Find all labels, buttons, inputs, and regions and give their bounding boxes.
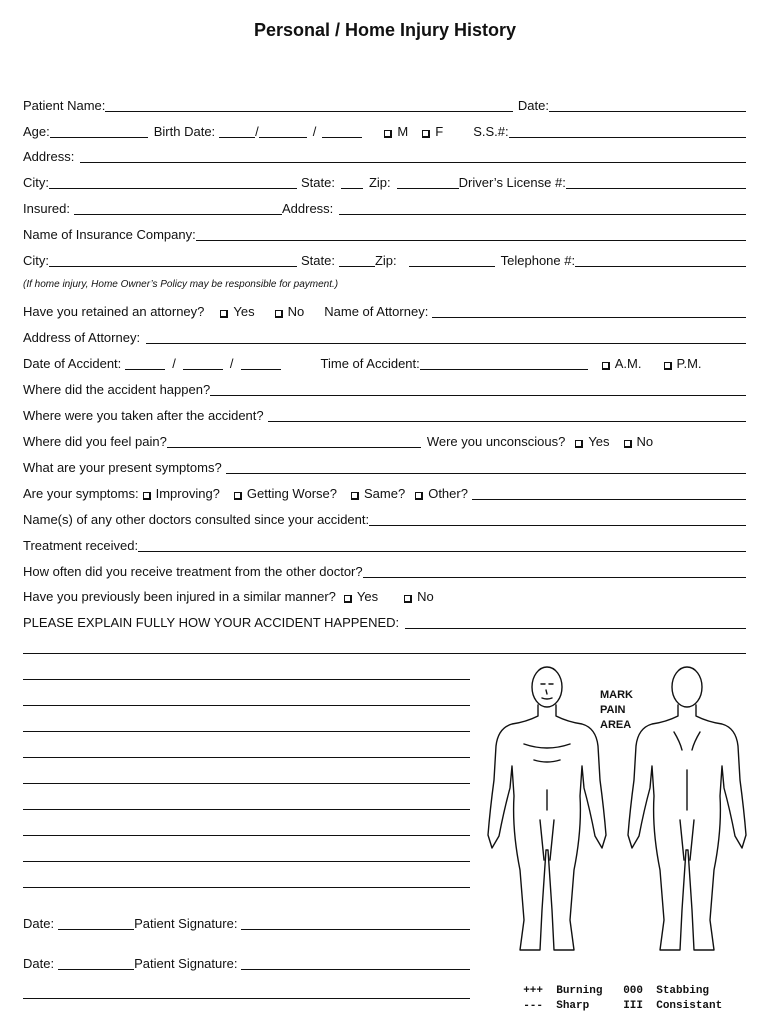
signature-date-field[interactable] [58, 957, 134, 970]
pm-checkbox[interactable] [664, 362, 672, 370]
treatment-field[interactable] [138, 539, 746, 552]
signature-date-label: Date: [23, 916, 55, 931]
other-doctors-row [23, 509, 746, 527]
date-separator: / [229, 356, 234, 371]
where-pain-label: Where did you feel pain? [23, 434, 167, 449]
insured-address-field[interactable] [339, 202, 746, 215]
date-separator: / [172, 356, 176, 371]
where-happen-field[interactable] [210, 383, 746, 396]
insurance-zip-field[interactable] [409, 254, 495, 267]
where-pain-row [23, 431, 746, 449]
date-separator: / [312, 124, 317, 139]
legend-symbol: --- [523, 1000, 544, 1012]
legend-meaning: Burning [556, 985, 603, 997]
insurance-company-field[interactable] [196, 228, 746, 241]
age-row [23, 121, 746, 139]
front-body-figure [488, 667, 606, 950]
legend-meaning: Consistant [656, 1000, 723, 1012]
female-checkbox[interactable] [422, 130, 430, 138]
attorney-yes-checkbox[interactable] [220, 310, 228, 318]
insurance-company-label: Name of Insurance Company: [23, 227, 196, 242]
accident-day-field[interactable] [183, 357, 223, 370]
unconscious-no-label: No [636, 434, 654, 449]
male-label: M [397, 124, 409, 139]
mark-pain-label-1: MARK [600, 689, 633, 701]
present-symptoms-label: What are your present symptoms? [23, 460, 222, 475]
state-label: State: [301, 175, 335, 190]
how-often-field[interactable] [363, 565, 746, 578]
same-label: Same? [364, 486, 406, 501]
female-label: F [435, 124, 444, 139]
drivers-license-label: Driver’s License #: [458, 175, 566, 190]
address-label: Address: [23, 149, 75, 164]
patient-signature-field[interactable] [241, 957, 470, 970]
signature-row-2 [23, 953, 470, 971]
signature-date-field[interactable] [58, 917, 134, 930]
improving-checkbox[interactable] [143, 492, 151, 500]
patient-signature-label: Patient Signature: [134, 916, 238, 931]
present-symptoms-field[interactable] [226, 461, 746, 474]
previously-injured-row [23, 586, 746, 604]
where-taken-row [23, 405, 746, 423]
signature-row-1 [23, 913, 470, 931]
patient-name-row [23, 95, 746, 113]
zip-field[interactable] [397, 176, 459, 189]
insurance-city-field[interactable] [49, 254, 297, 267]
legend-sharp [510, 988, 589, 1012]
how-often-label: How often did you receive treatment from the other doctor? [23, 564, 363, 579]
mark-pain-label-3: AREA [600, 719, 632, 731]
other-checkbox[interactable] [415, 492, 423, 500]
explain-line[interactable] [23, 679, 470, 680]
city-row [23, 172, 746, 190]
treatment-label: Treatment received: [23, 538, 139, 553]
telephone-field[interactable] [575, 254, 746, 267]
age-field[interactable] [50, 125, 148, 138]
worse-checkbox[interactable] [234, 492, 242, 500]
other-doctors-label: Name(s) of any other doctors consulted since your accident: [23, 512, 370, 527]
city-field[interactable] [49, 176, 297, 189]
how-often-row [23, 561, 746, 579]
legend-meaning: Sharp [556, 1000, 590, 1012]
other-field[interactable] [472, 487, 746, 500]
birth-date-label: Birth Date: [153, 124, 216, 139]
birth-month-field[interactable] [219, 125, 255, 138]
patient-signature-field[interactable] [241, 917, 470, 930]
legend-symbol: 000 [623, 985, 644, 997]
explain-line[interactable] [23, 809, 470, 810]
unconscious-no-checkbox[interactable] [624, 440, 632, 448]
explain-field[interactable] [405, 616, 746, 629]
date-label: Date: [517, 98, 549, 113]
patient-name-field[interactable] [105, 99, 513, 112]
accident-year-field[interactable] [241, 357, 281, 370]
accident-date-row [23, 353, 746, 371]
previously-injured-label: Have you previously been injured in a similar manner? [23, 589, 336, 604]
back-body-figure [628, 667, 746, 950]
patient-name-label: Patient Name: [23, 98, 106, 113]
accident-time-field[interactable] [420, 357, 588, 370]
birth-day-field[interactable] [259, 125, 307, 138]
signature-date-label: Date: [23, 956, 55, 971]
insured-row [23, 198, 746, 216]
state-field[interactable] [341, 176, 363, 189]
other-doctors-field[interactable] [369, 513, 746, 526]
age-label: Age: [23, 124, 50, 139]
insurance-city-label: City: [23, 253, 49, 268]
unconscious-yes-checkbox[interactable] [575, 440, 583, 448]
am-label: A.M. [614, 356, 642, 371]
insured-field[interactable] [74, 202, 282, 215]
insurance-state-label: State: [301, 253, 335, 268]
explain-row [23, 612, 746, 630]
page-title: Personal / Home Injury History [253, 20, 517, 40]
explain-line[interactable] [23, 653, 746, 654]
male-checkbox[interactable] [384, 130, 392, 138]
attorney-no-checkbox[interactable] [275, 310, 283, 318]
previously-no-label: No [417, 589, 434, 604]
where-taken-label: Where were you taken after the accident? [23, 408, 264, 423]
am-checkbox[interactable] [602, 362, 610, 370]
explain-label: PLEASE EXPLAIN FULLY HOW YOUR ACCIDENT HAPPENED: [23, 615, 400, 630]
previously-no-checkbox[interactable] [404, 595, 412, 603]
accident-month-field[interactable] [125, 357, 165, 370]
telephone-label: Telephone #: [500, 253, 576, 268]
attorney-no-label: No [287, 304, 305, 319]
legend-symbol: III [623, 1000, 644, 1012]
legend-consistant [610, 988, 722, 1012]
present-symptoms-row [23, 457, 746, 475]
other-label: Other? [428, 486, 468, 501]
previously-yes-label: Yes [356, 589, 379, 604]
zip-label: Zip: [368, 175, 391, 190]
drivers-license-field[interactable] [566, 176, 746, 189]
address-field[interactable] [80, 150, 746, 163]
accident-time-label: Time of Accident: [320, 356, 420, 371]
explain-line[interactable] [23, 757, 470, 758]
attorney-address-row [23, 327, 746, 345]
explain-line[interactable] [23, 861, 470, 862]
address-row [23, 146, 746, 164]
insurance-city-row [23, 250, 746, 268]
where-pain-field[interactable] [167, 435, 421, 448]
treatment-row [23, 535, 746, 553]
ssn-label: S.S.#: [473, 124, 509, 139]
insurance-state-field[interactable] [339, 254, 375, 267]
birth-year-field[interactable] [322, 125, 362, 138]
date-separator: / [255, 124, 259, 139]
attorney-question: Have you retained an attorney? [23, 304, 205, 319]
insured-label: Insured: [23, 201, 70, 216]
signature-extra-line[interactable] [23, 998, 470, 999]
attorney-row [23, 301, 746, 319]
legend-symbol: +++ [523, 985, 544, 997]
patient-signature-label: Patient Signature: [134, 956, 238, 971]
legend-meaning: Stabbing [656, 985, 710, 997]
same-checkbox[interactable] [351, 492, 359, 500]
accident-date-label: Date of Accident: [23, 356, 122, 371]
improving-label: Improving? [155, 486, 220, 501]
unconscious-label: Were you unconscious? [426, 434, 566, 449]
where-happen-row [23, 379, 746, 397]
insured-address-label: Address: [281, 201, 334, 216]
explain-line[interactable] [23, 835, 470, 836]
previously-yes-checkbox[interactable] [344, 595, 352, 603]
explain-line[interactable] [23, 731, 470, 732]
symptoms-are-label: Are your symptoms: [23, 486, 139, 501]
where-taken-field[interactable] [268, 409, 746, 422]
policy-note-row [23, 276, 746, 292]
attorney-address-label: Address of Attorney: [23, 330, 141, 345]
city-label: City: [23, 175, 49, 190]
date-field[interactable] [549, 99, 746, 112]
ssn-field[interactable] [509, 125, 746, 138]
insurance-company-row [23, 224, 746, 242]
mark-pain-label-2: PAIN [600, 704, 626, 716]
attorney-address-field[interactable] [146, 331, 746, 344]
where-happen-label: Where did the accident happen? [23, 382, 211, 397]
explain-line[interactable] [23, 887, 470, 888]
attorney-yes-label: Yes [233, 304, 255, 319]
policy-note: (If home injury, Home Owner’s Policy may be responsible for payment.) [23, 279, 339, 290]
explain-line[interactable] [23, 705, 470, 706]
insurance-zip-label: Zip: [374, 253, 397, 268]
explain-line[interactable] [23, 783, 470, 784]
worse-label: Getting Worse? [246, 486, 337, 501]
symptoms-status-row [23, 483, 746, 501]
pm-label: P.M. [676, 356, 702, 371]
attorney-name-field[interactable] [432, 305, 746, 318]
unconscious-yes-label: Yes [588, 434, 610, 449]
attorney-name-label: Name of Attorney: [324, 304, 429, 319]
